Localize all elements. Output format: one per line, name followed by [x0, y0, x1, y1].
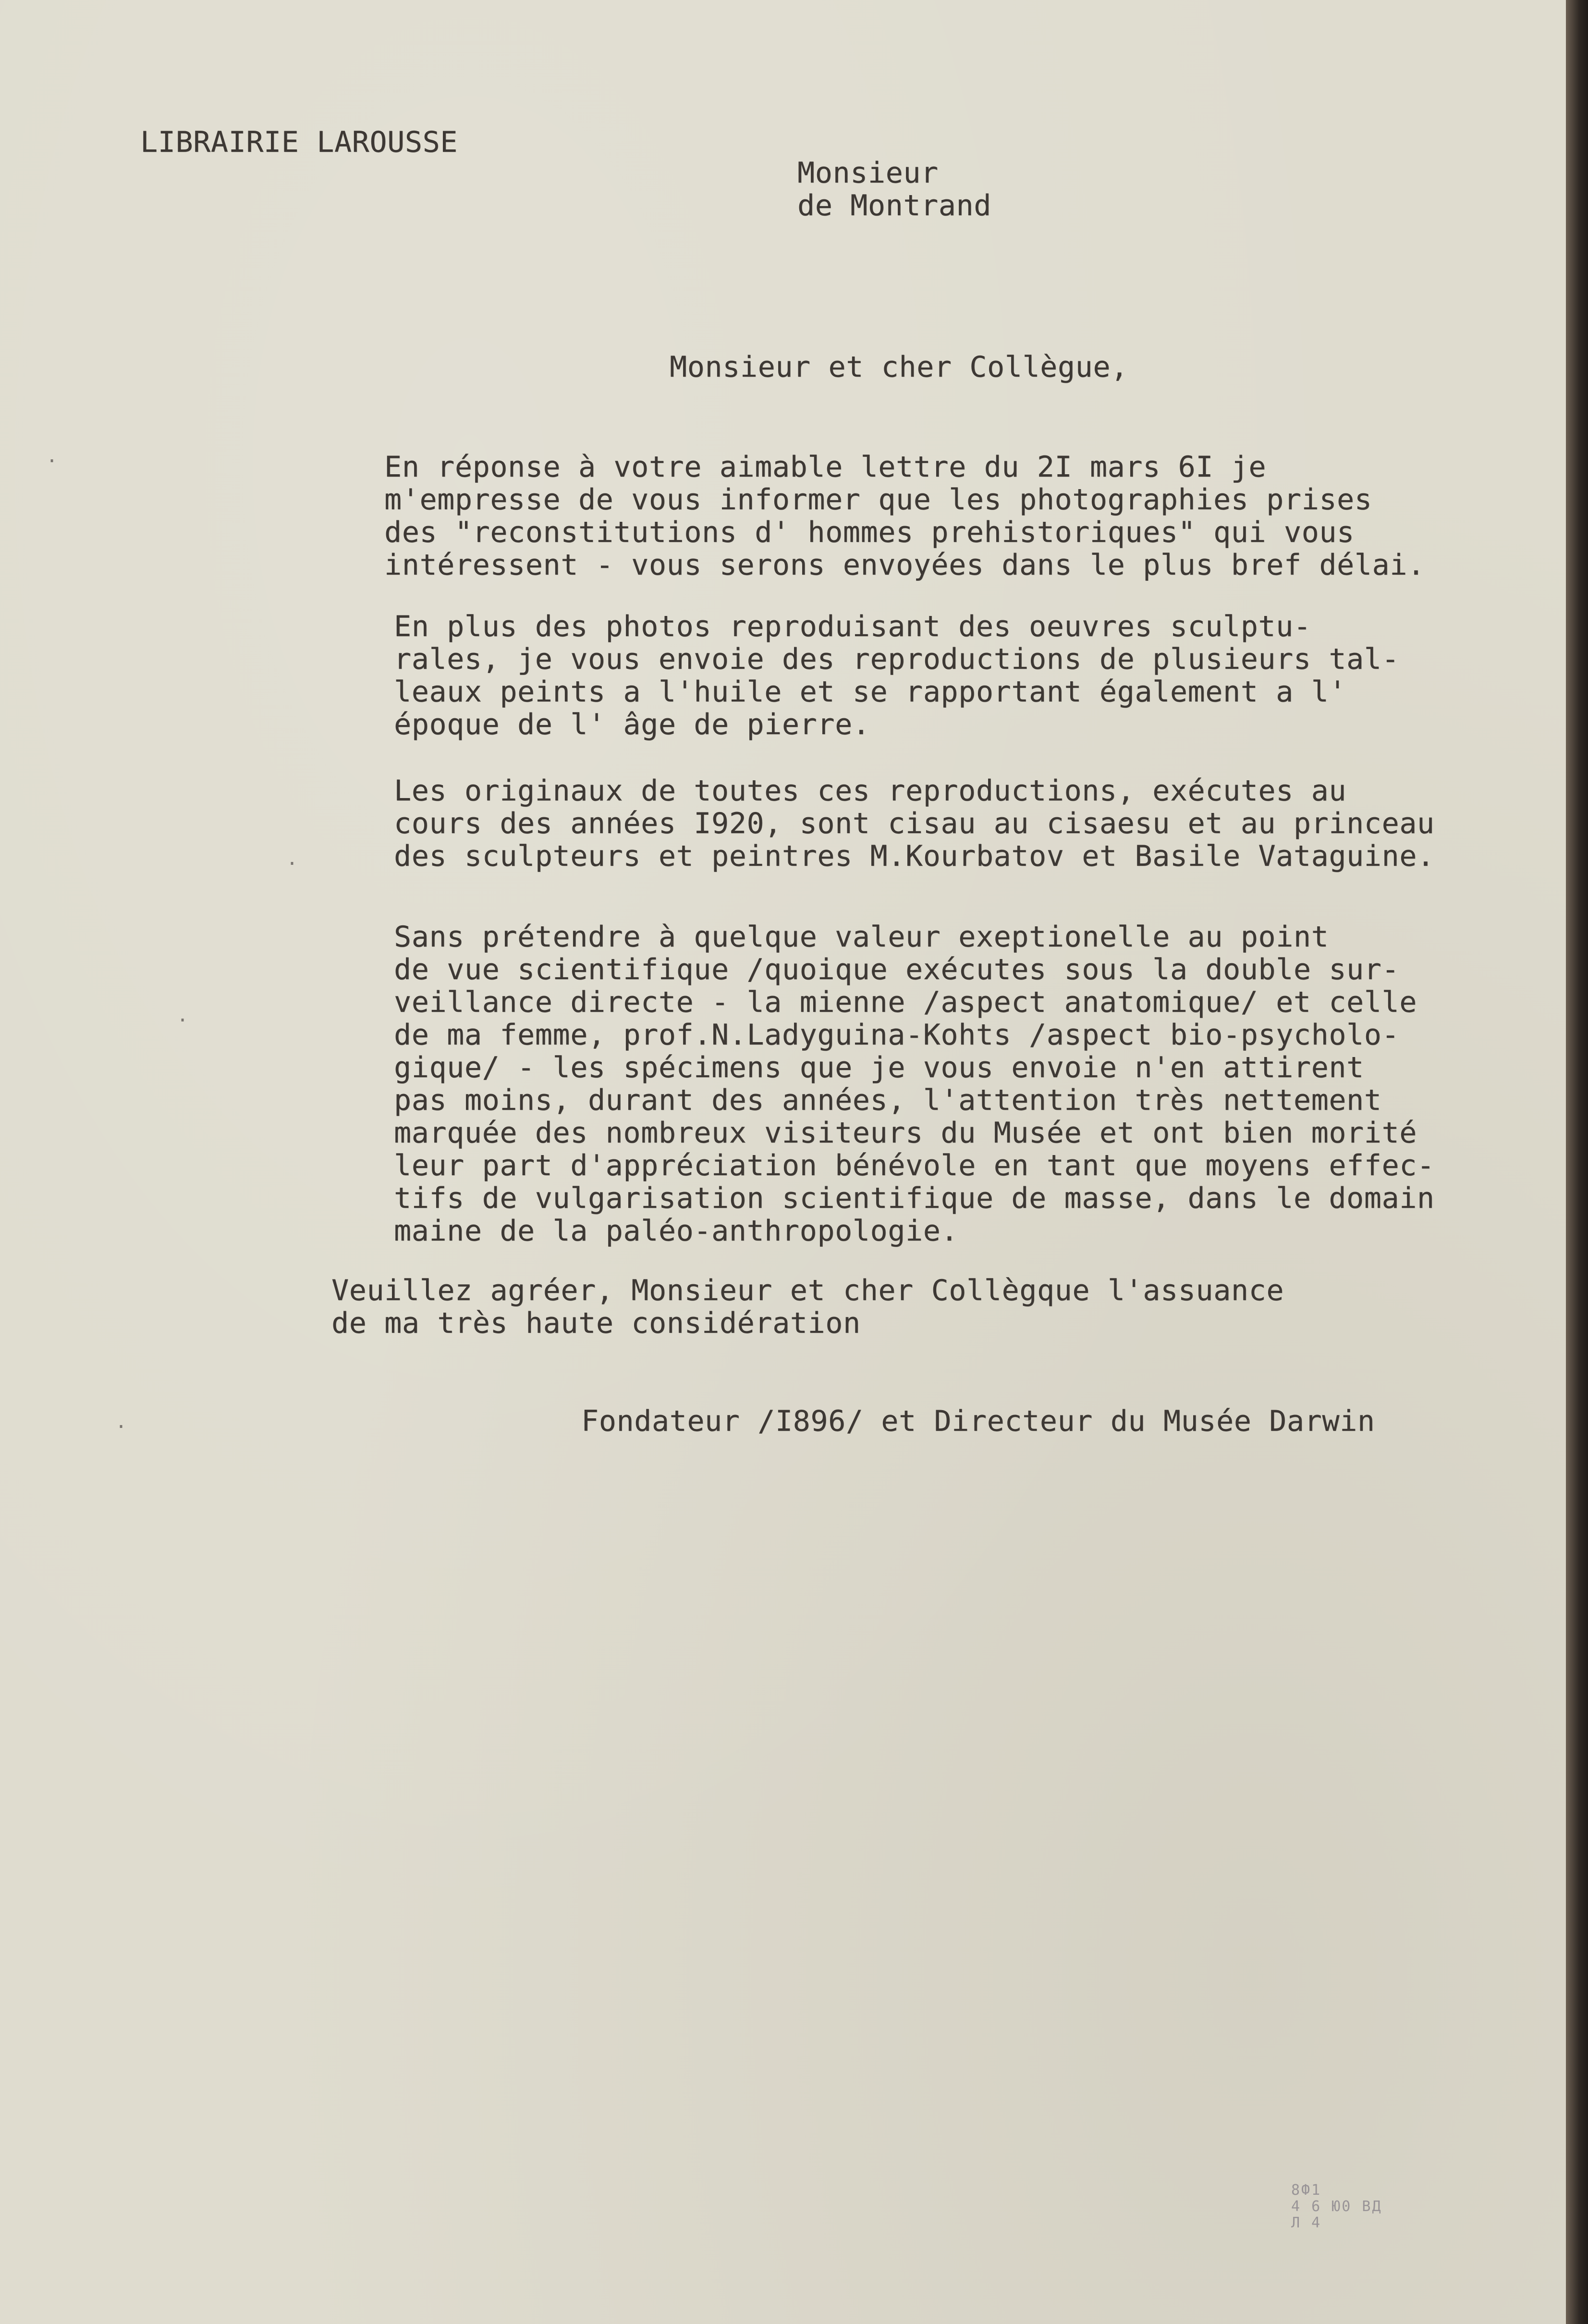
paper-edge [1566, 0, 1588, 2324]
paragraph-4: Sans prétendre à quelque valeur exeptionelle au point de vue scientifique /quoique exécutes sous la double sur- veillance directe - la mienne /aspect anatomique/ et celle de ma femme, prof.N.Ladyguina-Kohts /aspect bio-psycholo- gique/ - les spécimens que je vous envoie n'en attirent pas moins, durant des années, l'attention très nettement marquée des nombreux visiteurs du Musée et ont bien morité leur part d'appréciation bénévole en tant que moyens effec- tifs de vulgarisation scientifique de masse, dans le domain maine de la paléo-anthropologie. [394, 920, 1435, 1248]
paper-speck: · [286, 853, 298, 875]
letterhead: LIBRAIRIE LAROUSSE [140, 125, 458, 159]
paper-speck: · [115, 1416, 127, 1438]
recipient-address: Monsieur de Montrand [797, 156, 991, 222]
signature-title: Fondateur /I896/ et Directeur du Musée Darwin [581, 1404, 1375, 1438]
paragraph-2: En plus des photos reproduisant des oeuvres sculptu- rales, je vous envoie des reproductions de plusieurs tal- leaux peints a l'huile et se rapportant également a l' époque de l' âge de pierre. [394, 610, 1400, 741]
paragraph-1: En réponse à votre aimable lettre du 2I mars 6I je m'empresse de vous informer que les photographies prises des "reconstitutions d' hommes prehistoriques" qui vous intéressent - vous serons envoyées dans le plus bref délai. [384, 450, 1425, 582]
salutation: Monsieur et cher Collègue, [670, 350, 1128, 384]
archive-stamp: 8Ф1 4 6 Ю0 ВД Л 4 [1291, 2182, 1382, 2231]
paragraph-3: Les originaux de toutes ces reproductions, exécutes au cours des années I920, sont cisau au cisaesu et au princeau des sculpteurs et peintres M.Kourbatov et Basile Vataguine. [394, 774, 1435, 873]
paper-speck: · [46, 450, 58, 472]
closing-paragraph: Veuillez agréer, Monsieur et cher Collègque l'assuance de ma très haute considération [331, 1274, 1284, 1340]
paper-speck: · [177, 1009, 189, 1032]
